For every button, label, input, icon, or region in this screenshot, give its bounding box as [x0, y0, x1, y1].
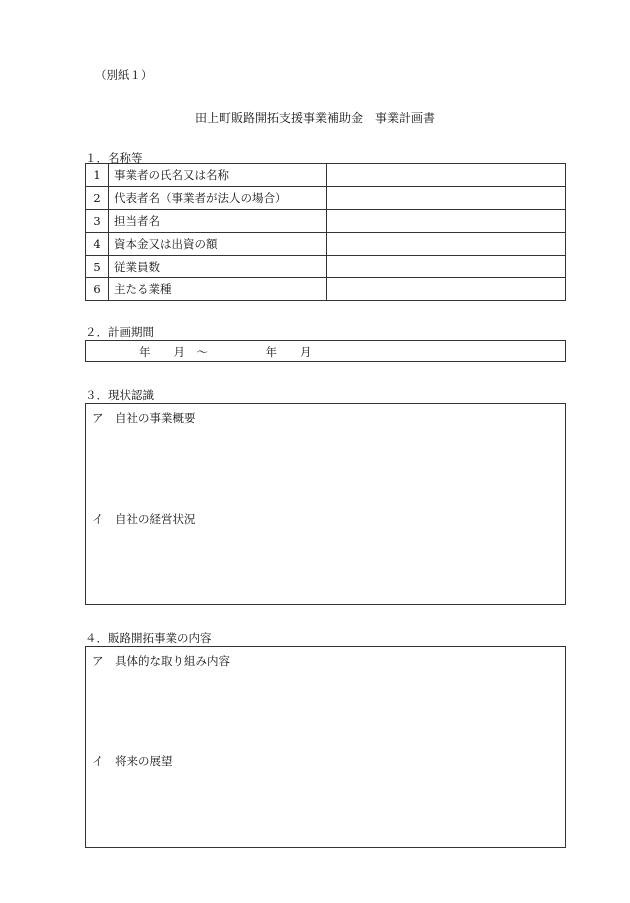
business-overview-label: ア 自社の事業概要 [92, 411, 196, 425]
row-number: 5 [86, 255, 109, 278]
row-value-field[interactable] [327, 232, 566, 255]
row-value-field[interactable] [327, 209, 566, 232]
future-outlook-label: イ 将来の展望 [92, 754, 173, 768]
section1-heading: １．名称等 [85, 151, 143, 165]
row-value-field[interactable] [327, 278, 566, 301]
row-number: 4 [86, 232, 109, 255]
plan-period-text: 年 月 ～ 年 月 [139, 345, 312, 359]
row-label: 従業員数 [109, 255, 327, 278]
row-value-field[interactable] [327, 186, 566, 209]
section4-heading: ４．販路開拓事業の内容 [85, 631, 212, 645]
row-number: 1 [86, 164, 109, 187]
row-label: 事業者の氏名又は名称 [109, 164, 327, 187]
document-reference: （別紙１） [95, 68, 153, 82]
table-row [86, 164, 566, 187]
row-value-field[interactable] [327, 255, 566, 278]
current-status-field[interactable] [85, 403, 566, 605]
table-row [86, 232, 566, 255]
table-row [86, 209, 566, 232]
section3-heading: ３．現状認識 [85, 388, 154, 402]
table-row [86, 278, 566, 301]
row-label: 主たる業種 [109, 278, 327, 301]
specific-actions-label: ア 具体的な取り組み内容 [92, 654, 230, 668]
row-label: 担当者名 [109, 209, 327, 232]
row-label: 資本金又は出資の額 [109, 232, 327, 255]
name-info-table [85, 163, 566, 301]
row-number: 6 [86, 278, 109, 301]
project-content-field[interactable] [85, 646, 566, 848]
table-row [86, 255, 566, 278]
row-label: 代表者名（事業者が法人の場合） [109, 186, 327, 209]
plan-period-field[interactable] [85, 340, 566, 362]
section2-heading: ２．計画期間 [85, 325, 154, 339]
table-row [86, 186, 566, 209]
row-number: 3 [86, 209, 109, 232]
document-title: 田上町販路開拓支援事業補助金 事業計画書 [194, 111, 435, 125]
row-number: 2 [86, 186, 109, 209]
row-value-field[interactable] [327, 164, 566, 187]
business-condition-label: イ 自社の経営状況 [92, 512, 196, 526]
